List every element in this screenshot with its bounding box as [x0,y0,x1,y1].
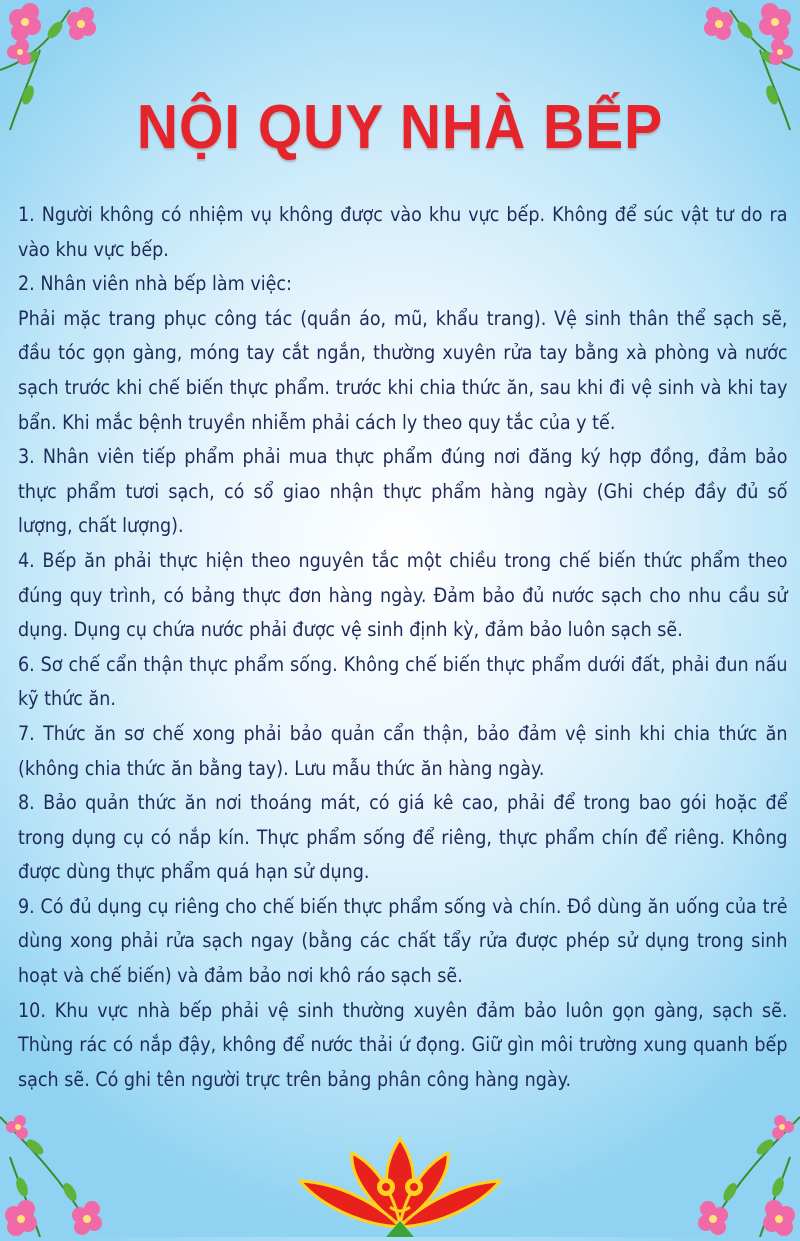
lotus-emblem-icon [290,1135,510,1241]
rule-item: 6. Sơ chế cẩn thận thực phẩm sống. Không chế biến thực phẩm dưới đất, phải đun nấu kỹ thức ăn. [18,652,788,711]
rule-item: 3. Nhân viên tiếp phẩm phải mua thực phẩm đúng nơi đăng ký hợp đồng, đảm bảo thực phẩm tươi sạch, có sổ giao nhận thực phẩm hàng ngày (Ghi chép đầy đủ số lượng, chất lượng). [18,445,788,538]
rule-item: 1. Người không có nhiệm vụ không được vào khu vực bếp. Không để súc vật tư do ra vào khu vực bếp. [18,203,788,261]
flower-vine-icon [0,1097,150,1237]
rule-item: 8. Bảo quản thức ăn nơi thoáng mát, có giá kê cao, phải để trong bao gói hoặc để trong dụng cụ có nắp kín. Thực phẩm sống để riêng, thực phẩm chín để riêng. Không được dùng thực phẩm quá hạn sử dụng. [18,791,788,884]
rule-item: 2. Nhân viên nhà bếp làm việc: [18,272,292,296]
page-title: NỘI QUY NHÀ BẾP [136,93,664,162]
rule-item: 4. Bếp ăn phải thực hiện theo nguyên tắc một chiều trong chế biến thức phẩm theo đúng quy trình, có bảng thực đơn hàng ngày. Đảm bảo đủ nước sạch cho nhu cầu sử dụng. Dụng cụ chứa nước phải được vệ sinh định kỳ, đảm bảo luôn sạch sẽ. [18,548,788,642]
rule-item: 10. Khu vực nhà bếp phải vệ sinh thường xuyên đảm bảo luôn gọn gàng, sạch sẽ. Thùng rác có nắp đậy, không để nước thải ứ đọng. Giữ gìn môi trường xung quanh bếp sạch sẽ. Có ghi tên người trực trên bảng phân công hàng ngày. [18,998,788,1091]
rule-item: 7. Thức ăn sơ chế xong phải bảo quản cẩn thận, bảo đảm vệ sinh khi chia thức ăn (không chia thức ăn bằng tay). Lưu mẫu thức ăn hàng ngày. [18,721,788,780]
rule-item: Phải mặc trang phục công tác (quần áo, mũ, khẩu trang). Vệ sinh thân thể sạch sẽ, đầu tóc gọn gàng, móng tay cắt ngắn, thường xuyên rửa tay bằng xà phòng và nước sạch trước khi chế biến thực phẩm. trước khi chia thức ăn, sau khi đi vệ sinh và khi tay bẩn. Khi mắc bệnh truyền nhiễm phải cách ly theo quy tắc của y tế. [18,306,788,434]
rules-list [18,198,788,1097]
rule-item: 9. Có đủ dụng cụ riêng cho chế biến thực phẩm sống và chín. Đồ dùng ăn uống của trẻ dùng xong phải rửa sạch ngay (bằng các chất tẩy rửa được phép sử dụng trong sinh hoạt và chế biến) và đảm bảo nơi khô ráo sạch sẽ. [18,894,788,988]
flower-vine-icon [650,1097,800,1237]
